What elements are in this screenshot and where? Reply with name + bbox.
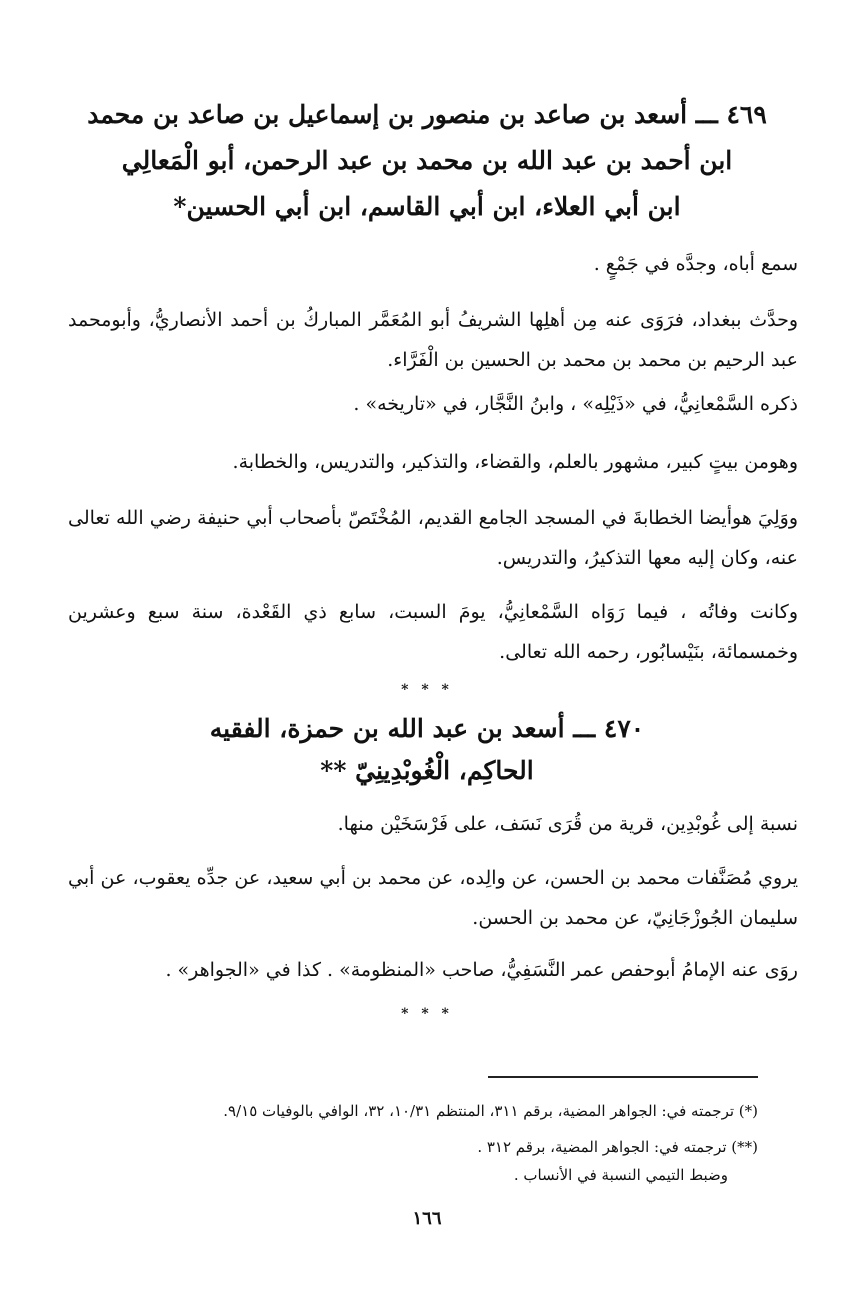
- entry-469-paragraph: ووَلِيَ هوأيضا الخطابةَ في المسجد الجامع القديم، المُخْتَصّ بأصحاب أبي حنيفة رضي الله تعالى عنه، وكان إليه معها التذكيرُ، والتدريس.: [68, 507, 798, 569]
- entry-470-paragraph: نسبة إلى غُوبْدِين، قرية من قُرَى نَسَف، على فَرْسَخَيْن منها.: [337, 813, 798, 835]
- page-number: ١٦٦: [412, 1208, 442, 1229]
- entry-469-paragraph: وهومن بيتٍ كبير، مشهور بالعلم، والقضاء، والتذكير، والتدريس، والخطابة.: [232, 451, 798, 473]
- entry-470-paragraph: روَى عنه الإمامُ أبوحفص عمر النَّسَفِيُّ، صاحب «المنظومة» . كذا في «الجواهر» .: [165, 959, 798, 981]
- footnote-rule: [488, 1076, 758, 1078]
- entry-469-heading-line-2: ابن أحمد بن عبد الله بن محمد بن عبد الرحمن، أبو الْمَعالِي: [121, 146, 733, 175]
- footnote: وضبط التيمي النسبة في الأنساب .: [513, 1166, 728, 1184]
- entry-470-heading-line-2: الحاكِم، الْغُوبْدِينِيّ **: [320, 756, 534, 785]
- entry-469-heading-line-3: ابن أبي العلاء، ابن أبي القاسم، ابن أبي الحسين*: [173, 192, 681, 221]
- entry-470-paragraph: يروي مُصَنَّفات محمد بن الحسن، عن والِده، عن محمد بن أبي سعيد، عن جدِّه يعقوب، عن أبي سليمان الجُوزْجَانِيّ، عن محمد بن الحسن.: [68, 867, 798, 929]
- section-separator: * * *: [401, 682, 453, 698]
- footnote: (**) ترجمته في: الجواهر المضية، برقم ٣١٢ .: [477, 1138, 758, 1156]
- entry-469-paragraph: ذكره السَّمْعانِيُّ، في «ذَيْلِه» ، وابنُ النَّجَّار، في «تاريخه» .: [353, 393, 798, 415]
- section-separator: * * *: [401, 1006, 453, 1022]
- entry-469-heading-line-1: ٤٦٩ ـــ أسعد بن صاعد بن منصور بن إسماعيل بن صاعد بن محمد: [87, 100, 767, 129]
- entry-469-paragraph: وكانت وفاتُه ، فيما رَوَاه السَّمْعانِيُّ، يومَ السبت، سابع ذي القَعْدة، سنة سبع وعشرين وخمسمائة، بنَيْسابُور، رحمه الله تعالى.: [68, 601, 798, 663]
- entry-469-paragraph: سمع أباه، وجدَّه في جَمْعٍ .: [593, 253, 798, 275]
- footnote: (*) ترجمته في: الجواهر المضية، برقم ٣١١، المنتظم ١٠/٣١، ٣٢، الوافي بالوفيات ٩/١٥.: [223, 1102, 758, 1120]
- entry-470-heading-line-1: ٤٧٠ ـــ أسعد بن عبد الله بن حمزة، الفقيه: [209, 714, 645, 743]
- entry-469-paragraph: وحدَّث ببغداد، فرَوَى عنه مِن أهلِها الشريفُ أبو المُعَمَّر المباركُ بن أحمد الأنصاريُّ، وأبومحمد عبد الرحيم بن محمد بن محمد بن الحسين بن الْفَرَّاء.: [68, 309, 798, 371]
